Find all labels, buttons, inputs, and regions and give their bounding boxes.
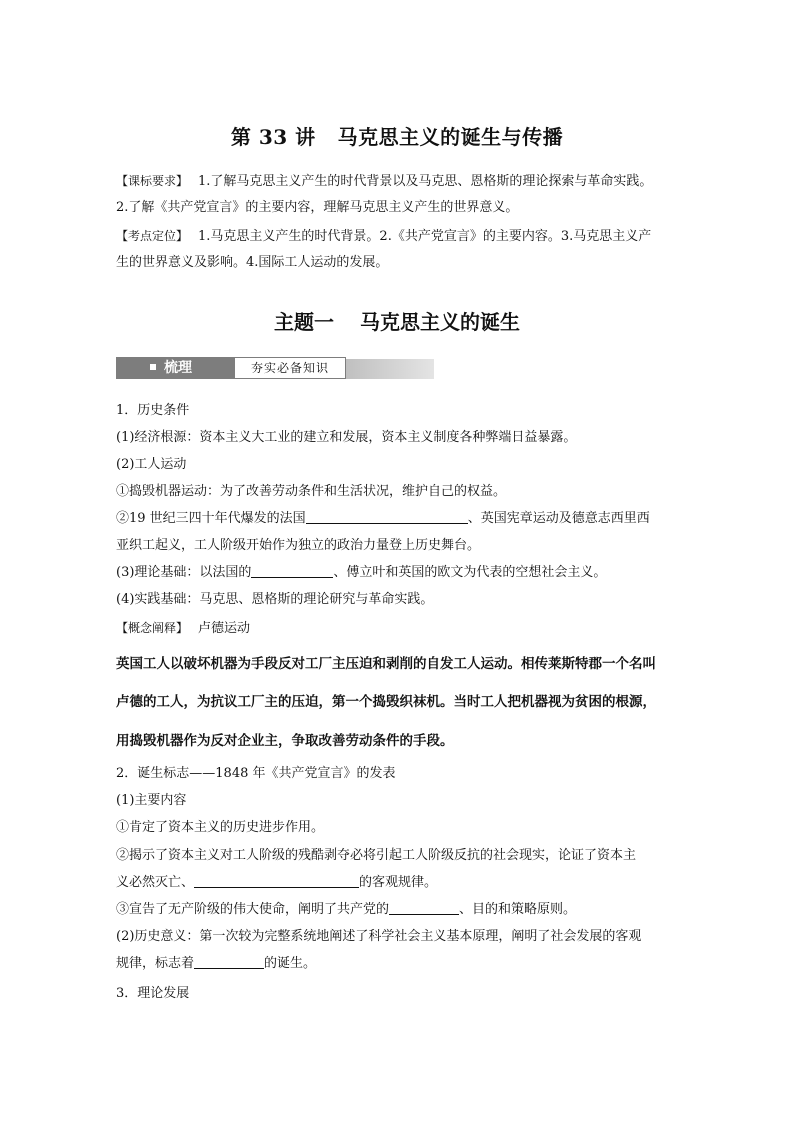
topic-heading xyxy=(0,306,794,335)
paragraph: (4)实践基础：马克思、恩格斯的理论研究与革命实践。 xyxy=(116,592,434,607)
concept-text: 卢德的工人，为抗议工厂主的压迫，第一个捣毁织袜机。当时工人把机器视为贫困的根源， xyxy=(116,694,656,710)
paragraph: (2)工人运动 xyxy=(116,457,187,472)
fill-blank[interactable] xyxy=(194,954,264,969)
section-1-heading: 1．历史条件 xyxy=(116,403,190,418)
banner-subtitle: 夯实必备知识 xyxy=(234,357,346,379)
fill-blank[interactable] xyxy=(389,900,459,915)
paragraph: (1)经济根源：资本主义大工业的建立和发展，资本主义制度各种弊端日益暴露。 xyxy=(116,430,577,445)
lecture-name: 马克思主义的诞生与传播 xyxy=(337,125,564,149)
fill-blank[interactable] xyxy=(194,873,359,888)
positioning-line-2: 生的世界意义及影响。4.国际工人运动的发展。 xyxy=(116,255,389,270)
concept-heading xyxy=(116,618,681,639)
paragraph: (1)主要内容 xyxy=(116,793,187,808)
paragraph: (2)历史意义：第一次较为完整系统地阐述了科学社会主义基本原理，阐明了社会发展的客观 xyxy=(116,929,642,944)
requirements-line-1: 【课标要求】 1.了解马克思主义产生的时代背景以及马克思、恩格斯的理论探索与革命实践。 xyxy=(116,174,653,189)
banner-label-block xyxy=(116,357,234,379)
concept-title: 卢德运动 xyxy=(198,621,251,636)
concept-text: 英国工人以破坏机器为手段反对工厂主压迫和剥削的自发工人运动。相传莱斯特郡一个名叫 xyxy=(116,656,656,672)
paragraph: ①捣毁机器运动：为了改善劳动条件和生活状况，维护自己的权益。 xyxy=(116,484,507,499)
paragraph: ②揭示了资本主义对工人阶级的残酷剥夺必将引起工人阶级反抗的社会现实，论证了资本主 xyxy=(116,848,637,863)
fill-blank[interactable] xyxy=(306,509,468,524)
topic-name: 马克思主义的诞生 xyxy=(360,310,520,334)
concept-text: 用捣毁机器作为反对企业主，争取改善劳动条件的手段。 xyxy=(116,733,454,749)
lecture-number: 第 33 讲 xyxy=(230,125,316,149)
paragraph: 亚织工起义，工人阶级开始作为独立的政治力量登上历史舞台。 xyxy=(116,538,481,553)
section-2-heading: 2．诞生标志——1848 年《共产党宣言》的发表 xyxy=(116,766,396,781)
positioning-line-1: 【考点定位】 1.马克思主义产生的时代背景。2.《共产党宣言》的主要内容。3.马克思主义产 xyxy=(116,229,652,244)
section-3-heading: 3．理论发展 xyxy=(116,986,190,1001)
square-bullet-icon xyxy=(150,364,156,370)
fill-blank[interactable] xyxy=(251,563,333,578)
paragraph: 规律，标志着 的诞生。 xyxy=(116,956,317,971)
paragraph: (3)理论基础：以法国的 、傅立叶和英国的欧文为代表的空想社会主义。 xyxy=(116,565,607,580)
concept-tag: 【概念阐释】 xyxy=(116,621,189,635)
topic-label: 主题一 xyxy=(274,310,334,334)
positioning-tag: 【考点定位】 xyxy=(116,229,189,243)
banner-label: 梳理 xyxy=(164,360,192,376)
requirements-tag: 【课标要求】 xyxy=(116,174,189,188)
paragraph: ③宣告了无产阶级的伟大使命，阐明了共产党的 、目的和策略原则。 xyxy=(116,902,577,917)
page-title xyxy=(0,121,794,150)
section-banner xyxy=(116,357,434,381)
paragraph: ①肯定了资本主义的历史进步作用。 xyxy=(116,820,325,835)
requirements-line-2: 2.了解《共产党宣言》的主要内容，理解马克思主义产生的世界意义。 xyxy=(116,200,519,215)
paragraph: ②19 世纪三四十年代爆发的法国 、英国宪章运动及德意志西里西 xyxy=(116,511,650,526)
paragraph: 义必然灭亡、 的客观规律。 xyxy=(116,875,438,890)
